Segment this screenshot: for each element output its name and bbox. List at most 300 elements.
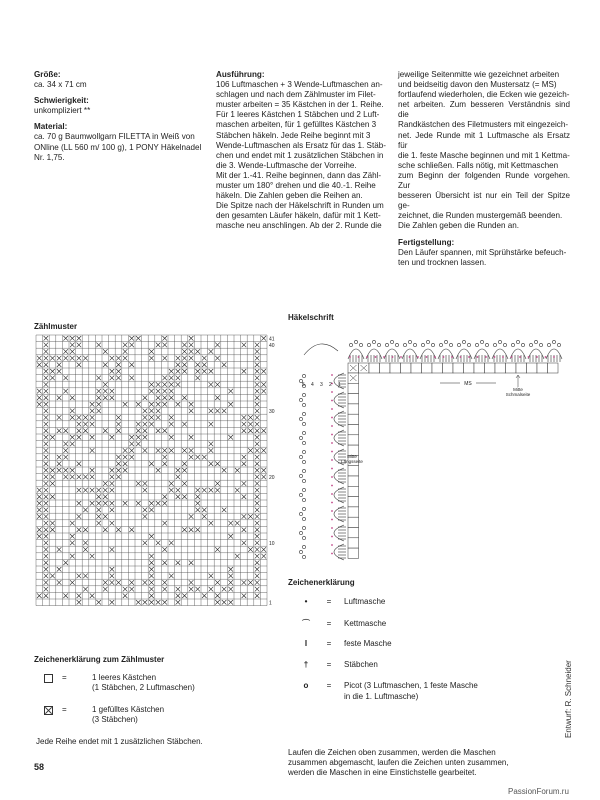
chain-mark (494, 356, 495, 357)
legend-row-empty: = 1 leeres Kästchen (1 Stäbchen, 2 Luftmaschen) (34, 673, 264, 693)
filled-cell-mark (129, 343, 134, 348)
filled-cell-mark (242, 415, 247, 420)
filled-cell-mark (110, 521, 115, 526)
filled-cell-mark (261, 554, 266, 559)
text-line: Für 1 leeres Kästchen 1 Stäbchen und 2 Luft- (216, 110, 380, 120)
symbol-legend-row: o = Picot (3 Luftmaschen, 1 feste Masche (298, 681, 478, 690)
filled-cell-mark (116, 356, 121, 361)
filled-cell-mark (255, 475, 260, 480)
picot-mark (467, 343, 470, 346)
filled-cell-mark (255, 349, 260, 354)
filled-cell-mark (189, 455, 194, 460)
filled-cell-mark (136, 402, 141, 407)
chain-mark (331, 519, 332, 520)
mitte-schmalseite-label: Mitte (513, 387, 523, 392)
filled-cell-mark (116, 461, 121, 466)
picot-mark (444, 340, 447, 343)
row-label: 41 (269, 336, 275, 343)
picot-mark (377, 343, 380, 346)
filled-cell-mark (189, 514, 194, 519)
filled-cell-mark (242, 541, 247, 546)
filled-cell-mark (77, 336, 82, 341)
filled-cell-mark (110, 567, 115, 572)
picot-mark (503, 343, 506, 346)
filled-cell-mark (136, 428, 141, 433)
picot-mark (390, 340, 393, 343)
text-line: maschen arbeiten, für 1 gefülltes Kästchen 3 (216, 120, 377, 130)
text-line: jeweilige Seitenmitte wie gezeichnet arbeiten (398, 70, 560, 79)
chain-mark (331, 400, 332, 401)
chain-mark (331, 451, 332, 452)
filled-cell-mark (83, 587, 88, 592)
filled-cell-mark (37, 362, 42, 367)
filled-cell-mark (182, 468, 187, 473)
filled-cell-mark (136, 481, 141, 486)
filled-cell-mark (242, 527, 247, 532)
filled-cell-mark (228, 587, 233, 592)
filled-cell-mark (63, 428, 68, 433)
filled-cell-mark (110, 481, 115, 486)
edge-square (348, 538, 359, 548)
filled-cell-mark (103, 587, 108, 592)
chart-legend (34, 673, 264, 747)
filled-cell-mark (176, 475, 181, 480)
stitch-symbol-icon: † (303, 660, 309, 669)
filled-cell-mark (83, 356, 88, 361)
filled-cell-mark (103, 349, 108, 354)
filled-cell-mark (228, 600, 233, 605)
filled-cell-mark (182, 461, 187, 466)
filled-cell-mark (242, 593, 247, 598)
chain-mark (528, 356, 529, 357)
filled-cell-mark (255, 402, 260, 407)
filled-cell-mark (149, 560, 154, 565)
mitte-arrow-icon (516, 375, 520, 387)
filled-cell-mark (110, 395, 115, 400)
filled-cell-mark (182, 481, 187, 486)
picot-mark (302, 555, 305, 558)
filled-cell-mark (63, 336, 68, 341)
filled-cell-mark (255, 448, 260, 453)
filled-cell-mark (215, 382, 220, 387)
chain-mark (400, 356, 401, 357)
edge-square (411, 363, 422, 373)
filled-cell-mark (143, 580, 148, 585)
filled-cell-mark (90, 422, 95, 427)
filled-cell-mark (77, 501, 82, 506)
filled-cell-mark (57, 395, 62, 400)
edge-square (348, 394, 359, 404)
filled-cell-mark (70, 409, 75, 414)
filled-cell-mark (242, 428, 247, 433)
picot-mark (413, 343, 416, 346)
filled-cell-mark (63, 560, 68, 565)
picot-mark (354, 340, 357, 343)
edge-square (348, 476, 359, 486)
filled-cell-mark (189, 409, 194, 414)
filled-cell-mark (44, 336, 49, 341)
chain-mark (331, 502, 332, 503)
filled-cell-mark (169, 395, 174, 400)
filled-cell-mark (169, 389, 174, 394)
filled-cell-mark (63, 349, 68, 354)
picot-mark (302, 536, 305, 539)
filled-cell-mark (149, 567, 154, 572)
text-line: zum Beginn der folgenden Runde vorgehen. Zur (398, 170, 570, 191)
text-line: Die Spitze nach der Häkelschrift in Runden um (216, 201, 384, 211)
filled-cell-mark (222, 409, 227, 414)
filled-cell-mark (44, 521, 49, 526)
filled-cell-mark (70, 356, 75, 361)
filled-cell-mark (255, 514, 260, 519)
picot-mark (480, 340, 483, 343)
filled-cell-mark (195, 349, 200, 354)
filled-cell-mark (261, 468, 266, 473)
row-label: 20 (269, 475, 275, 482)
filled-cell-mark (90, 488, 95, 493)
filled-cell-mark (255, 428, 260, 433)
filled-cell-mark (96, 376, 101, 381)
filled-cell-mark (70, 468, 75, 473)
filled-cell-mark (162, 587, 167, 592)
filled-cell-mark (143, 422, 148, 427)
text-line: den gesamten Läufer häkeln, dafür mit 1 Kett- (216, 211, 381, 221)
material-line: ca. 70 g Baumwollgarn FILETTA in Weiß von (34, 132, 195, 142)
filled-cell-mark (255, 587, 260, 592)
filled-cell-mark (57, 362, 62, 367)
filled-cell-mark (149, 389, 154, 394)
filled-cell-mark (110, 475, 115, 480)
picot-mark (493, 343, 496, 346)
filled-cell-mark (50, 481, 55, 486)
symbol-legend-note: Laufen die Zeichen oben zusammen, werden die Maschen zusammen abgemascht, laufen die Zeichen unten zusammen, werden die Maschen in eine Einstichstelle gearbeitet. (288, 748, 509, 777)
filled-cell-mark (77, 488, 82, 493)
filled-cell-mark (37, 593, 42, 598)
edge-square (485, 363, 496, 373)
filled-cell-mark (83, 508, 88, 513)
edge-square (474, 363, 485, 373)
chain-mark (366, 356, 367, 357)
filled-cell-mark (57, 468, 62, 473)
finish-title: Fertigstellung: (398, 237, 455, 247)
filled-cell-mark (83, 527, 88, 532)
filled-cell-mark (44, 587, 49, 592)
filled-cell-mark (261, 336, 266, 341)
filled-cell-mark (129, 527, 134, 532)
chain-mark (331, 434, 332, 435)
filled-cell-mark (63, 442, 68, 447)
filled-cell-mark (44, 389, 49, 394)
stitch-symbol-icon: • (304, 597, 308, 606)
filled-cell-mark (176, 600, 181, 605)
picot-mark (299, 474, 302, 477)
picot-mark (302, 479, 305, 482)
filled-cell-mark (63, 376, 68, 381)
filled-cell-mark (83, 422, 88, 427)
ms-label: MS (464, 381, 472, 387)
difficulty-value: unkompliziert ** (34, 106, 91, 116)
filled-cell-mark (129, 448, 134, 453)
filled-cell-mark (202, 593, 207, 598)
edge-square (348, 466, 359, 476)
chain-mark (331, 544, 332, 545)
filled-cell-mark (215, 593, 220, 598)
filled-cell-mark (156, 501, 161, 506)
filled-cell-mark (209, 422, 214, 427)
instructions-title: Ausführung: (216, 70, 265, 79)
filled-cell-mark (261, 428, 266, 433)
picot-mark (359, 343, 362, 346)
filled-cell-mark (169, 435, 174, 440)
picot-mark (302, 488, 305, 491)
filled-cell-mark (255, 527, 260, 532)
filled-cell-mark (44, 343, 49, 348)
filled-cell-mark (44, 508, 49, 513)
info-column (34, 70, 204, 163)
filled-cell-mark (70, 343, 75, 348)
filled-cell-mark (44, 435, 49, 440)
stitch-symbol-icon: o (303, 681, 309, 690)
picot-mark (498, 340, 501, 343)
instructions-continued-text (398, 70, 570, 232)
chain-mark (434, 356, 435, 357)
filled-cell-mark (143, 488, 148, 493)
filled-cell-mark (195, 587, 200, 592)
filled-cell-mark (242, 580, 247, 585)
filled-cell-mark (103, 362, 108, 367)
text-line: sche schließen. Falls nötig, mit Kettmaschen (398, 160, 559, 170)
filled-cell-mark (255, 580, 260, 585)
filled-cell-mark (37, 501, 42, 506)
filled-cell-mark (116, 362, 121, 367)
filled-cell-mark (255, 409, 260, 414)
filled-cell-mark (143, 428, 148, 433)
filled-cell-mark (156, 395, 161, 400)
filled-cell-mark (195, 488, 200, 493)
size-title: Größe: (34, 70, 61, 79)
filled-cell-mark (248, 547, 253, 552)
filled-cell-mark (156, 541, 161, 546)
text-line: häkeln. Die Zahlen geben die Reihen an. (216, 191, 363, 201)
filled-cell-mark (162, 448, 167, 453)
filled-cell-mark (169, 574, 174, 579)
text-line: die 1. feste Masche beginnen und mit 1 Kettma- (398, 150, 570, 160)
filled-cell-mark (70, 534, 75, 539)
filled-cell-mark (156, 389, 161, 394)
filled-cell-mark (169, 448, 174, 453)
edge-square (506, 363, 517, 373)
picot-mark (547, 343, 550, 346)
filled-cell-mark (44, 494, 49, 499)
filled-cell-mark (255, 534, 260, 539)
filled-cell-mark (123, 343, 128, 348)
filled-cell-mark (156, 600, 161, 605)
filled-cell-mark (50, 369, 55, 374)
round-label: 5 (302, 382, 305, 388)
filled-cell-mark (116, 475, 121, 480)
filled-cell-mark (77, 593, 82, 598)
filled-cell-mark (77, 362, 82, 367)
filled-cell-mark (123, 501, 128, 506)
filled-cell-mark (50, 527, 55, 532)
filled-cell-mark (189, 435, 194, 440)
filled-cell-mark (44, 448, 49, 453)
filled-cell-mark (50, 521, 55, 526)
filled-cell-mark (261, 369, 266, 374)
filled-cell-mark (149, 508, 154, 513)
picot-mark (462, 340, 465, 343)
filled-cell-mark (215, 600, 220, 605)
filled-cell-mark (261, 547, 266, 552)
edge-square (432, 363, 443, 373)
chain-mark (331, 476, 332, 477)
filled-cell-mark (176, 376, 181, 381)
filled-cell-mark (202, 369, 207, 374)
filled-cell-mark (44, 461, 49, 466)
filled-cell-mark (37, 356, 42, 361)
chain-mark (331, 493, 332, 494)
filled-cell-mark (103, 580, 108, 585)
filled-cell-mark (44, 382, 49, 387)
edge-square (537, 363, 548, 373)
filled-cell-mark (103, 382, 108, 387)
filled-cell-mark (90, 448, 95, 453)
filled-cell-mark (129, 455, 134, 460)
filled-cell-mark (209, 349, 214, 354)
filled-cell-mark (116, 527, 121, 532)
filled-cell-mark (149, 415, 154, 420)
edge-square (348, 507, 359, 517)
filled-cell-mark (162, 376, 167, 381)
round-label: 3 (320, 382, 323, 388)
filled-cell-mark (202, 508, 207, 513)
chain-mark (511, 356, 512, 357)
filled-cell-mark (57, 547, 62, 552)
filled-cell-mark (37, 494, 42, 499)
filled-cell-mark (57, 415, 62, 420)
filled-cell-mark (261, 389, 266, 394)
filled-cell-mark (242, 461, 247, 466)
picot-mark (302, 374, 305, 377)
filled-cells (37, 336, 266, 605)
filled-cell-mark (57, 455, 62, 460)
mitte-laengsseite-label: Längsseite (341, 459, 363, 464)
filled-cell-mark (70, 395, 75, 400)
chain-mark (331, 391, 332, 392)
filled-cell-mark (209, 521, 214, 526)
filled-cell-mark (44, 376, 49, 381)
edge-square (527, 363, 538, 373)
filled-cell-mark (242, 343, 247, 348)
filled-cell-mark (116, 468, 121, 473)
picot-mark (421, 343, 424, 346)
filled-cell-mark (189, 587, 194, 592)
filled-cell-mark (70, 349, 75, 354)
filled-cell-mark (96, 494, 101, 499)
edge-square (348, 383, 359, 393)
filled-cell-mark (77, 435, 82, 440)
picot-mark (299, 417, 302, 420)
picot-mark (534, 340, 537, 343)
filled-cell-mark (162, 428, 167, 433)
filled-cell-mark (44, 481, 49, 486)
filled-cell-mark (123, 448, 128, 453)
filled-cell-mark (162, 560, 167, 565)
picot-mark (521, 343, 524, 346)
picot-mark (557, 343, 560, 346)
filled-cell-mark (222, 362, 227, 367)
chain-mark (477, 356, 478, 357)
filled-cell-mark (129, 336, 134, 341)
filled-cell-mark (143, 508, 148, 513)
text-line: besseren Übersicht ist nur ein Teil der Spitze ge- (398, 191, 570, 211)
filled-cell-mark (44, 455, 49, 460)
filled-cell-mark (63, 475, 68, 480)
filled-cell-mark (110, 508, 115, 513)
filled-cell-mark (77, 415, 82, 420)
filled-cell-mark (44, 422, 49, 427)
filled-cell-mark (195, 501, 200, 506)
filled-cell-mark (149, 600, 154, 605)
crochet-chart-title: Häkelschrift (288, 313, 334, 322)
filled-cell-mark (143, 415, 148, 420)
filled-cell-mark (129, 442, 134, 447)
filled-cell-mark (162, 395, 167, 400)
filled-cell-mark (44, 468, 49, 473)
filled-cell-mark (248, 422, 253, 427)
filled-cell-mark (242, 514, 247, 519)
chain-mark (331, 536, 332, 537)
filled-cell-mark (63, 389, 68, 394)
filled-cell-mark (162, 461, 167, 466)
filled-cell-mark (182, 369, 187, 374)
picot-mark (299, 436, 302, 439)
filled-cell-mark (96, 508, 101, 513)
edge-square (348, 435, 359, 445)
filled-cell-mark (255, 554, 260, 559)
filled-cell-mark (103, 428, 108, 433)
filled-cell-mark (182, 395, 187, 400)
filled-cell-mark (176, 560, 181, 565)
edge-square (348, 528, 359, 538)
filled-cell-mark (116, 422, 121, 427)
chain-mark (451, 356, 452, 357)
filled-cell-mark (255, 382, 260, 387)
edge-square (453, 363, 464, 373)
filled-cell-mark (77, 422, 82, 427)
picot-mark (552, 340, 555, 343)
filled-cell-mark (110, 376, 115, 381)
picot-mark (302, 422, 305, 425)
filled-cell-mark (110, 574, 115, 579)
filled-cell-mark (77, 527, 82, 532)
chain-mark (331, 527, 332, 528)
filled-cell-mark (110, 435, 115, 440)
filled-cell-mark (83, 574, 88, 579)
edge-square (495, 363, 506, 373)
picot-mark (349, 343, 352, 346)
edge-square (369, 363, 380, 373)
filled-cell-mark (176, 382, 181, 387)
picot-mark (395, 343, 398, 346)
filled-cell-mark (129, 362, 134, 367)
filled-cell-mark (149, 501, 154, 506)
filled-cell-mark (202, 455, 207, 460)
edge-square (348, 404, 359, 414)
filled-cell-mark (83, 547, 88, 552)
filled-cell-mark (149, 356, 154, 361)
filled-cell-mark (176, 356, 181, 361)
